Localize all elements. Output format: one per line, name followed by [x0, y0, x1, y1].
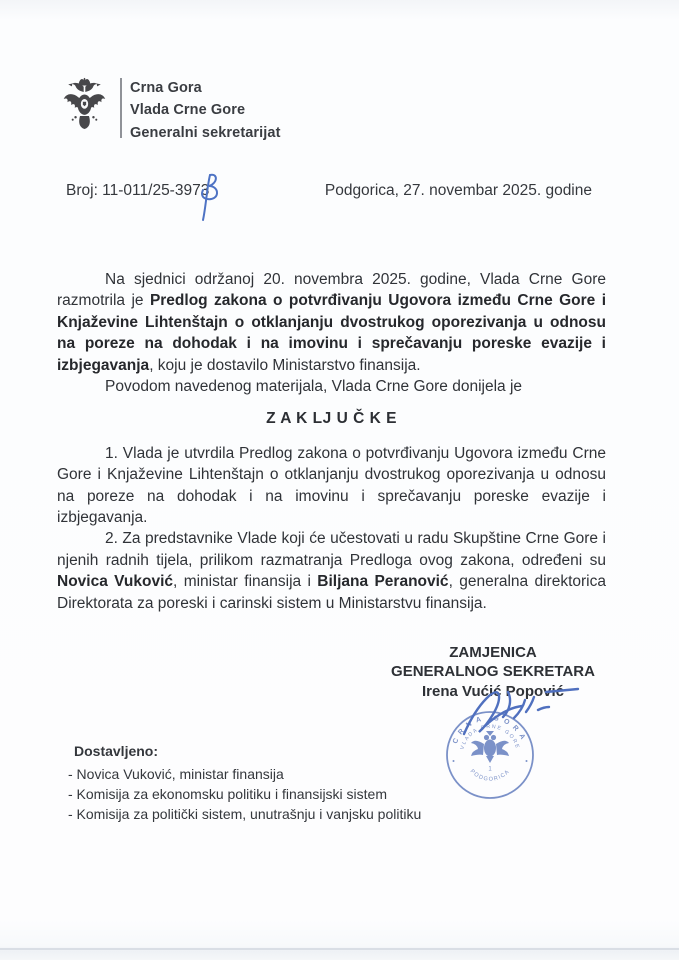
conclusion-item-2-run2: , ministar finansija i: [173, 573, 318, 591]
distribution-item: - Komisija za politički sistem, unutrašnju i vanjsku politiku: [68, 806, 422, 822]
reference-row: [66, 182, 592, 200]
document-number: Broj: 11-011/25-3973: [66, 182, 210, 199]
handwritten-signature-icon: [448, 680, 588, 740]
letterhead-divider: [120, 78, 122, 138]
letterhead-department: Generalni sekretarijat: [130, 124, 281, 141]
stamp-number: 1: [488, 766, 492, 773]
montenegro-coat-of-arms-icon: [62, 77, 107, 138]
conclusion-item-1: 1. Vlada je utvrdila Predlog zakona o potvrđivanju Ugovora između Crne Gore i Knjaževine Lihtenštajn o otklanjanju dvostrukog oporezivanja u odnosu na poreze na dohodak i na imovinu i sprečavanju poreske evazije i izbjegavanja.: [57, 444, 606, 527]
signer-name: Irena Vućić Popović: [422, 682, 564, 700]
signer-title-line2: GENERALNOG SEKRETARA: [391, 663, 595, 681]
stamp-inner-ring-text: VLADA CRNE GORE: [459, 723, 521, 751]
paragraph-materijal: Povodom navedenog materijala, Vlada Crne Gore donijela je: [105, 378, 523, 396]
paragraph-intro-run2: , koju je dostavilo Ministarstvo finansija.: [149, 356, 421, 374]
letterhead-country: Crna Gora: [130, 80, 202, 96]
stamp-outer-ring-text: CRNA GORA: [451, 714, 529, 746]
document-body: [57, 269, 606, 614]
conclusions-heading: Z A K LJ U Č K E: [266, 410, 397, 428]
conclusion-item-2: [57, 528, 606, 614]
paragraph-intro-bold-title: Predlog zakona o potvrđivanju Ugovora između Crne Gore i Knjaževine Lihtenštajn o otklanjanju dvostrukog oporezivanja u odnosu na poreze na dohodak i na imovinu i sprečavanju poreske evazije i izbjegavanja: [57, 292, 606, 374]
blue-pen-paraph-icon: [195, 170, 223, 226]
distribution-item: - Novica Vuković, ministar finansija: [68, 766, 284, 782]
distribution-item: - Komisija za ekonomsku politiku i finansijski sistem: [68, 786, 387, 802]
conclusion-item-2-run: 2. Za predstavnike Vlade koji će učestovati u radu Skupštine Crne Gore i njenih radnih tijela, prilikom razmatranja Predloga ovog zakona, određeni su: [57, 530, 606, 569]
scan-page-edge: [0, 948, 679, 950]
paragraph-intro: [57, 269, 606, 376]
montenegro-coat-of-arms-icon: [62, 77, 107, 138]
conclusion-item-2-name-2: Biljana Peranović: [317, 573, 449, 591]
distribution-list: [68, 741, 421, 824]
conclusion-item-2-name-1: Novica Vuković: [57, 573, 174, 591]
signer-title-line1: ZAMJENICA: [449, 644, 537, 661]
paragraph-intro-run: Na sjednici održanoj 20. novembra 2025. godine, Vlada Crne Gore razmotrila je: [57, 271, 606, 310]
document-place-date: Podgorica, 27. novembar 2025. godine: [324, 182, 592, 199]
conclusion-item-2-run3: , generalna direktorica Direktorata za poreski i carinski sistem u Ministarstvu finansija.: [57, 573, 606, 612]
distribution-label: Dostavljeno:: [74, 743, 159, 759]
letterhead-institution: Vlada Crne Gore: [130, 102, 246, 119]
letterhead: [62, 77, 281, 144]
stamp-bottom-text: PODGORICA: [468, 768, 512, 783]
